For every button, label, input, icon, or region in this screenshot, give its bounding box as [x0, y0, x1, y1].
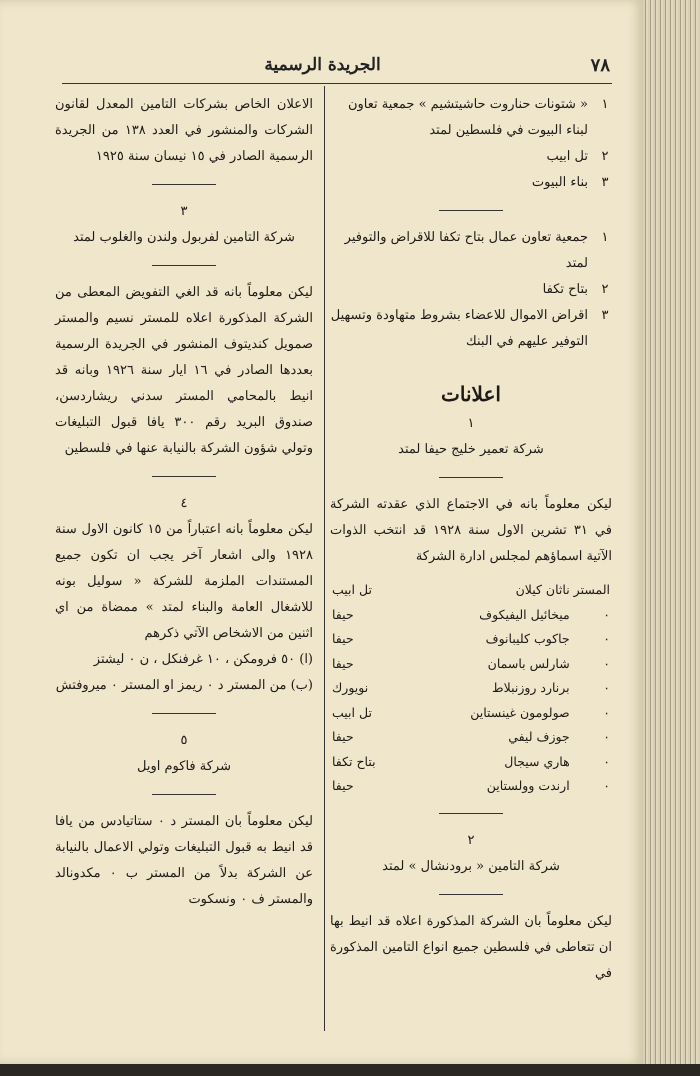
director-city: حيفا [332, 778, 354, 793]
director-row [330, 627, 612, 652]
notice-body: ليكن معلوماً بانه في الاجتماع الذي عقدته الشركة في ٣١ تشرين الاول سنة ١٩٢٨ قد انتخب الذوات الآتية اسماؤهم لمجلس ادارة الشركة [330, 497, 612, 564]
director-row [330, 578, 612, 603]
notice-title: شركة فاكوم اويل [137, 759, 231, 774]
director-prefix: ٠ [603, 778, 610, 793]
director-prefix: ٠ [603, 606, 610, 622]
section-heading: اعلانات [441, 382, 501, 406]
director-row [330, 774, 612, 799]
column-divider [324, 86, 325, 1031]
registration-entry-2 [330, 225, 612, 355]
director-name: صولومون غينستاين [470, 704, 570, 720]
page-number: ٧٨ [590, 55, 610, 76]
registration-entry-1 [330, 92, 612, 196]
director-city: حيفا [332, 655, 354, 671]
notice-clause-a: (ا) ٥٠ فرومكن ، ١٠ غرفنكل ، ن ٠ ليشتز [93, 652, 313, 667]
publication-title: الجريدة الرسمية [264, 55, 381, 75]
notice-number: ٥ [180, 733, 188, 748]
list-item [330, 277, 612, 303]
separator [439, 210, 503, 211]
page-header [35, 55, 610, 81]
list-item [330, 170, 612, 196]
director-city: حيفا [332, 606, 354, 622]
director-name: برنارد روزنبلاط [492, 680, 570, 695]
director-row [330, 652, 612, 677]
director-prefix: ٠ [603, 704, 610, 720]
director-city: تل ابيب [332, 704, 372, 720]
notice-body: ليكن معلوماً بان المستر د ٠ ستاتيادس من يافا قد انيط به قبول التبليغات وتولي الاعمال بالنيابة عن الشركة بدلاً من المستر ب ٠ مكدونالد والمستر ف ٠ ونسكوت [55, 814, 314, 907]
item-number: ٣ [601, 175, 609, 190]
notice-clause-b: (ب) من المستر د ٠ ريمز او المستر ٠ ميروفتش [55, 678, 313, 693]
director-prefix: ٠ [603, 753, 610, 769]
scan-border [0, 1064, 700, 1076]
item-text: بتاح تكفا [542, 282, 588, 297]
notice-number: ٤ [180, 496, 188, 511]
director-city: بتاح تكفا [332, 753, 376, 769]
notice-title: شركة التامين لفربول ولندن والغلوب لمتد [73, 230, 295, 245]
director-name: ميخائيل اليفيكوف [479, 606, 570, 622]
separator [152, 184, 216, 185]
director-city: تل ابيب [332, 582, 372, 597]
separator [152, 713, 216, 714]
page-edges [643, 0, 700, 1064]
director-row [330, 676, 612, 701]
notice-number: ٢ [467, 832, 475, 848]
separator [439, 894, 503, 895]
separator [152, 265, 216, 266]
list-item [330, 144, 612, 170]
separator [152, 476, 216, 477]
notice-body: ليكن معلوماً بانه قد الغي التفويض المعطى من الشركة المذكورة اعلاه للمستر نسيم والمستر صمويل كنديتوف المنشور في الجريدة الرسمية بعددها الصادر في ١٦ ايار سنة ١٩٢٦ وبانه قد انيط بالمحامي المستر سدني ريشاردسن، صندوق البريد رقم ٣٠٠ يافا قبول التبليغات وتولي شؤون الشركة بالنيابة عنها في فلسطين [55, 285, 314, 456]
separator [439, 477, 503, 478]
director-name: هاري سيجال [504, 753, 570, 769]
director-city: حيفا [332, 631, 354, 646]
director-prefix: ٠ [603, 729, 610, 744]
notice-title: شركة تعمير خليج حيفا لمتد [398, 442, 544, 457]
director-name: شارلس باسمان [487, 655, 570, 671]
notice-title: شركة التامين « برودنشال » لمتد [382, 858, 560, 874]
director-prefix: ٠ [603, 680, 610, 695]
item-number: ١ [601, 97, 609, 112]
separator [439, 813, 503, 814]
director-prefix: ٠ [603, 655, 610, 671]
director-city: حيفا [332, 729, 354, 744]
item-text: تل ابيب [546, 149, 588, 164]
director-row [330, 701, 612, 726]
item-text: « شتونات حناروت حاشيتشيم » جمعية تعاون لبناء البيوت في فلسطين لمتد [347, 97, 588, 138]
item-number: ١ [601, 230, 609, 245]
item-number: ٢ [601, 149, 609, 164]
director-city: نويورك [332, 680, 369, 695]
right-column [330, 92, 612, 987]
director-row [330, 725, 612, 750]
director-name: ارندت وولستاين [486, 778, 570, 793]
item-text: اقراض الاموال للاعضاء بشروط متهاودة وتسهيل التوفير عليهم في البنك [330, 308, 588, 349]
director-prefix: المستر [573, 582, 610, 597]
notice-body: ليكن معلوماً بان الشركة المذكورة اعلاه قد انيط بها ان تتعاطى في فلسطين جميع انواع التامين المذكورة في [330, 913, 612, 981]
notice-body: ليكن معلوماً بانه اعتباراً من ١٥ كانون الاول سنة ١٩٢٨ والى اشعار آخر يجب ان تكون جميع المستندات الملزمة للشركة « سوليل بونه للاشغال العامة والبناء لمتد » ممضاة من اي اثنين من الاشخاص الآتي ذكرهم [55, 522, 313, 641]
director-row [330, 603, 612, 628]
director-name: جوزف ليفي [508, 729, 570, 744]
separator [152, 794, 216, 795]
director-name: ناثان كيلان [515, 582, 570, 597]
list-item [330, 92, 612, 144]
left-column [55, 92, 313, 913]
list-item [330, 225, 612, 277]
notice-intro: الاعلان الخاص بشركات التامين المعدل لقانون الشركات والمنشور في العدد ١٣٨ من الجريدة الرسمية الصادر في ١٥ نيسان سنة ١٩٢٥ [55, 97, 313, 164]
header-rule [62, 83, 612, 84]
notice-number: ٣ [180, 204, 188, 219]
list-item [330, 303, 612, 355]
directors-table [330, 578, 612, 799]
item-number: ٣ [601, 308, 609, 323]
notice-number: ١ [467, 416, 475, 431]
item-number: ٢ [601, 282, 609, 297]
director-prefix: ٠ [603, 631, 610, 646]
director-row [330, 750, 612, 775]
director-name: جاكوب كليبانوف [485, 631, 570, 646]
item-text: بناء البيوت [531, 175, 588, 190]
item-text: جمعية تعاون عمال بتاح تكفا للاقراض والتوفير لمتد [344, 230, 588, 271]
